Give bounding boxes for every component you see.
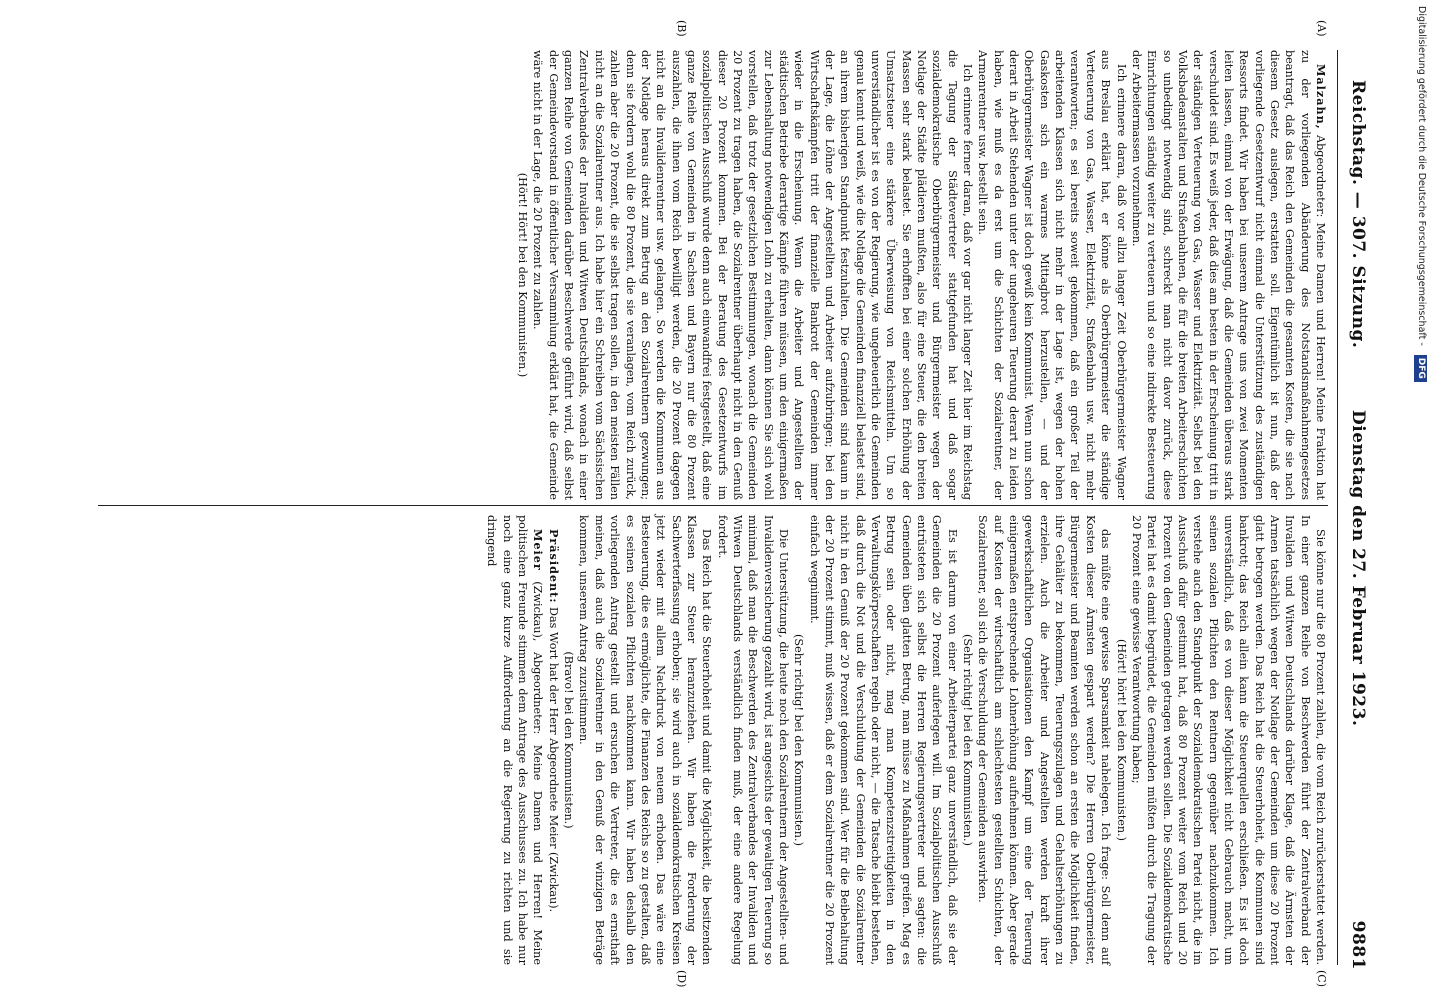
margin-marker-a: (A) [1315, 20, 1328, 37]
paragraph-text: Ich erinnere daran, daß vor allzu langer Zeit Oberbürgermeister Wagner aus Breslau erklärt hat, er könne als Oberbürgermeister die ständige Verteuerung von Gas, Wasser, Elektrizität, Straßenbahn usw. nicht mehr verantworten; es sei bereits soweit gekommen, daß ein großer Teil der arbeitenden Klassen sich nicht mehr in der Lage ist, wegen der hohen Gaskosten sich ein warmes Mittagbrot herzustellen, — und der Oberbürgermeister Wagner ist doch gewiß kein Kommunist. Wenn nun schon derart in Arbeit Stehenden unter der ungeheuren Teuerung derart zu leiden haben, wie muß es da erst um die Schichten der Sozialrentner, der Armenrentner usw. bestellt sein. [976, 50, 1128, 500]
page-number: 9881 [1348, 920, 1368, 970]
paragraph [545, 515, 560, 965]
paragraph-text: Das Reich hat die Steuerhoheit und damit die Möglichkeit, die besitzenden Klassen zur Steuer heranzuziehen. Wir haben die Forderung der Sachwerterfassung erhoben; sie wird auch in sozialdemokratischen Kreisen jetzt wieder mit allem Nachdruck von neuem erhoben. Das wäre eine Besteuerung, die es ermöglichte, die Finanzen des Reichs so zu gestalten, daß es seinen sozialen Pflichten nachkommen kann. Wir haben deshalb den vorliegenden Antrag gestellt und ersuchen die Vertreter, die es ernsthaft meinen, daß auch die Sozialrentner in den Genuß der winzigen Beträge kommen, unserem Antrag zuzustimmen. [577, 515, 714, 965]
margin-marker-c: (C) [1315, 970, 1328, 987]
margin-marker-d: (D) [675, 970, 688, 988]
paragraph [484, 515, 545, 965]
column-divider [98, 505, 1328, 506]
credit-text: Digitalisierung gefördert durch die Deutsche Forschungsgemeinschaft - [1416, 6, 1427, 346]
header-date: Dienstag den 27. Februar 1923. [1348, 410, 1368, 727]
dfg-logo: DFG [1414, 355, 1427, 382]
paragraph [975, 515, 1113, 965]
paragraph [561, 515, 576, 965]
paragraph-text: das müßte eine gewisse Sparsamkeit nahelegen. Ich frage: Soll denn auf Kosten dieser Ärmsten gespart werden? Die Herren Oberbürgermeister, Bürgermeister und Beamten werden schon an ersten die Möglichkeit finden, ihre Gehälter zu bekommen, Teuerungszulagen und Gehaltserhöhungen zu erzielen. Auch die Arbeiter und Angestellten werden kraft ihrer gewerkschaftlichen Organisationen den Kampf um eine der Teuerung einigermaßen entsprechende Lohnerhöhung aufnehmen können. Aber gerade auf Kosten der wirtschaftlich am schlechtesten gestellten Schichten, der Sozialrentner, soll sich die Verschuldung der Gemeinden auswirken. [976, 515, 1113, 965]
paragraph-text: Das Wort hat der Herr Abgeordnete Meier (Zwickau). [546, 603, 560, 913]
paragraph-text: (Hört! hört! bei den Kommunisten.) [1114, 638, 1128, 842]
paragraph-text: Ich erinnere ferner daran, daß vor gar nicht langer Zeit hier im Reichstag die Tagung der Städtevertreter stattgefunden hat und daß sogar sozialdemokratische Oberbürgermeister und Bürgermeister wegen der Notlage der Städte plädieren mußten, also für eine Steuer, die den breiten Massen sehr stark belastet. Sie erhofften bei einer solchen Erhöhung der Umsatzsteuer eine stärkere Überweisung von Reichsmitteln. Um so unverständlicher ist es von der Regierung, wie ungeheuerlich die Gemeinden genau kennt und weiß, wie die Notlage die Gemeinden finanziell belastet sind, an ihrem bisherigen Standpunkt festzuhalten. Die Gemeinden sind kaum in der Lage, die Löhne der Angestellten und Arbeiter aufzubringen; bei den Wirtschaftskämpfen tritt der finanzielle Bankrott der Gemeinden immer wieder in die Erscheinung. Wenn die Arbeiter und Angestellten der städtischen Betriebe derartige Kämpfe führen müssen, um den einigermaßen zur Lebenshaltung notwendigen Lohn zu erhalten, dann können Sie sich wohl vorstellen, daß trotz der gesetzlichen Bestimmungen, wonach die Gemeinden 20 Prozent zu tragen haben, die Sozialrentner überhaupt nicht in den Genuß dieser 20 Prozent kommen. Bei der Beratung des Gesetzentwurfs im sozialpolitischen Ausschuß wurde denn auch einwandfrei festgestellt, daß eine ganze Reihe von Gemeinden in Sachsen und Bayern nur die 80 Prozent auszahlen, die ihnen vom Reich bewilligt werden, die 20 Prozent dagegen nicht an die Invalidenrentner usw. gelangen. So werden die Kommunen aus der Notlage heraus direkt zum Betrug an den Sozialrentnern gezwungen; denn sie fordern wohl die 80 Prozent, die sie veranlagen, vom Reich zurück, zahlen aber die 20 Prozent, die sie selbst tragen sollen, in den meisten Fällen nicht an die Sozialrentner aus. Ich habe hier ein Schreiben vom Sächsischen Zentralverbandes der Invaliden und Witwen Deutschlands, wonach in einer ganzen Reihe von Gemeinden darüber Beschwerde geführt wird, daß selbst der Gemeindevorstand in öffentlicher Versammlung erklärt hat, die Gemeinde wäre nicht in der Lage, die 20 Prozent zu zahlen. [531, 50, 975, 500]
speaker-name: Meier [531, 529, 546, 571]
paragraph [1129, 515, 1328, 965]
paragraph-text: Es ist darum von einer Arbeiterpartei ganz unverständlich, daß sie der Gemeinden die 20 Prozent auferlegen will. Im Sozialpolitischen Ausschuß entrüsteten sich selbst die Herren Regierungsvertreter und sagten: die Gemeinden üben glatten Betrug, man müsse zu Maßnahmen greifen. Mag es Betrug sein oder nicht, mag man Kompetenzstreitigkeiten in den Verwaltungskörperschaften regeln oder nicht, — die Tatsache bleibt bestehen, daß durch die Not und die Verschuldung der Gemeinden die Sozialrentner nicht in den Genuß der 20 Prozent gekommen sind. Wer für die Beibehaltung der 20 Prozent stimmt, muß wissen, daß er dem Sozialrentner die 20 Prozent einfach wegnimmt. [807, 515, 959, 965]
document-sheet [78, 20, 1368, 988]
right-column [484, 515, 1328, 965]
paragraph [530, 50, 975, 500]
paragraph [515, 50, 530, 500]
paragraph-text: (Sehr richtig! bei den Kommunisten.) [961, 634, 975, 846]
paragraph [1113, 515, 1128, 965]
speaker-name: Malzahn, [1314, 64, 1328, 130]
paragraph [975, 50, 1128, 500]
margin-marker-b: (B) [675, 20, 688, 37]
paragraph-text: (Bravo! bei den Kommunisten.) [562, 651, 576, 829]
paragraph-text: (Zwickau), Abgeordneter: Meine Damen und Herren! Meine politischen Freunde stimmen dem Antrage des Ausschusses zu. Ich habe nur noch eine ganz kurze Aufforderung an die Regierung zu richten und sie dringend [485, 515, 545, 965]
running-header [1342, 30, 1368, 970]
paragraph-text: (Hört! Hört! bei den Kommunisten.) [516, 172, 530, 378]
speaker-name: Präsident: [546, 529, 561, 604]
paragraph [714, 515, 791, 965]
paragraph [960, 515, 975, 965]
header-left: Reichstag. — 307. Sitzung. [1348, 80, 1368, 349]
paragraph-text: Die Unterstützung, die heute noch den Sozialrentnern der Angestellten- und Invalidenversicherung gezahlt wird, ist angesichts der gewaltigen Teuerung so minimal, daß man die Beschwerden des Zentralverbandes der Invaliden und Witwen Deutschlands verständlich finden muß, der eine andere Regelung fordert. [715, 515, 790, 965]
paragraph [1129, 50, 1328, 500]
paragraph-text: (Sehr richtig! bei den Kommunisten.) [792, 634, 806, 846]
paragraph [576, 515, 714, 965]
left-column [515, 50, 1328, 500]
paragraph-text: Sie könne nur die 80 Prozent zahlen, die vom Reich zurückerstattet werden. In einer ganzen Reihe von Beschwerden führt der Zentralverband der Invaliden und Witwen Deutschlands darüber Klage, daß die Ärmsten der Armen tatsächlich wegen der Notlage der Gemeinden um diese 20 Prozent glatt betrogen werden. Das Reich hat die Steuerhoheit, die Kommunen sind bankrott; das Reich allein kann die Steuerquellen erschließen. Es ist doch unverständlich, daß es von dieser Möglichkeit nicht Gebrauch macht, um seinen sozialen Pflichten den Rentnern gegenüber nachzukommen. Ich verstehe auch den Standpunkt der Sozialdemokratischen Partei nicht, die im Ausschuß dafür gestimmt hat, daß 80 Prozent weiter vom Reich und 20 Prozent von den Gemeinden getragen werden sollen. Die Sozialdemokratische Partei hat es damit begründet, die Gemeinden müßten durch die Tragung der 20 Prozent eine gewisse Verantwortung haben; [1129, 515, 1327, 965]
header-rule [1337, 50, 1338, 965]
paragraph-text: Abgeordneter: Meine Damen und Herren! Meine Fraktion hat zu der vorliegenden Abänderung des Notstandsmaßnahmengesetzes beantragt, daß das Reich den Gemeinden die gesamten Kosten, die sie nach diesem Gesetz auslegen, erstatten soll. Eigentümlich ist nun, daß der vorliegende Gesetzentwurf nicht einmal die Unterstützung des zuständigen Ressorts findet. Wir haben bei unserem Antrage uns von zwei Momenten leiten lassen, einmal von der Erwägung, daß die Gemeinden überaus stark verschuldet sind. Es weiß jeder, daß dies am besten in der Erscheinung tritt in der ständigen Verteuerung von Gas, Wasser und Elektrizität. Selbst bei den Volksbadeanstalten und Straßenbahnen, die für die breiten Arbeiterschichten so unbedingt notwendig sind, schreckt man nicht davor zurück, diese Einrichtungen ständig weiter zu verteuern und so eine indirekte Besteuerung der Arbeitermassen vorzunehmen. [1129, 50, 1327, 500]
digitization-credit [1412, 6, 1430, 991]
paragraph [791, 515, 806, 965]
paragraph [806, 515, 959, 965]
